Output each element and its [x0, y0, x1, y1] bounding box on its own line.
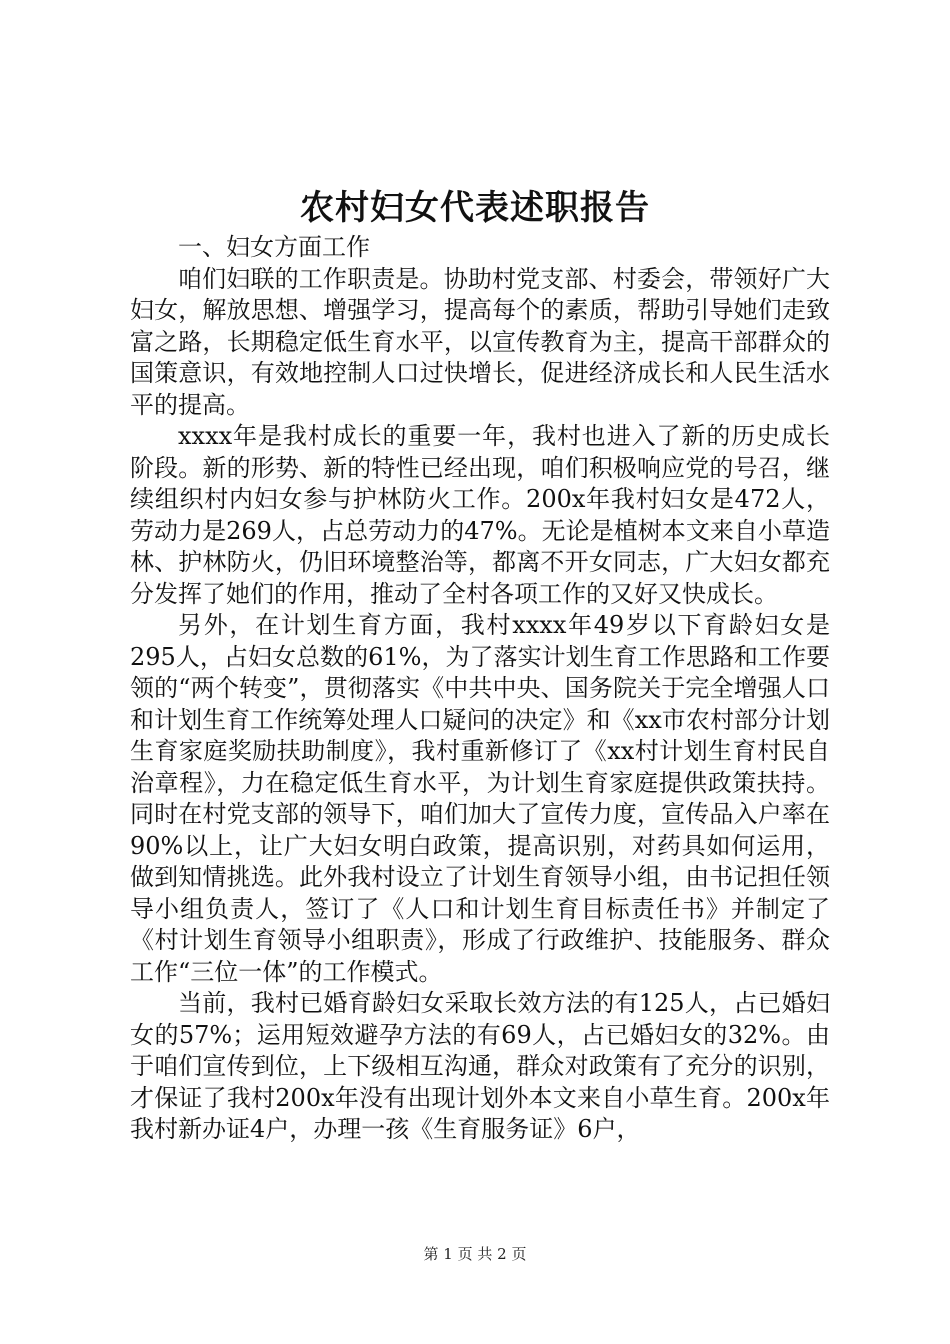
paragraph-2: xxxx年是我村成长的重要一年，我村也进入了新的历史成长阶段。新的形势、新的特性已经出现，咱们积极响应党的号召，继续组织村内妇女参与护林防火工作。200x年我村妇女是472人，劳动力是269人，占总劳动力的47%。无论是植树本文来自小草造林、护林防火，仍旧环境整治等，都离不开女同志，广大妇女都充分发挥了她们的作用，推动了全村各项工作的又好又快成长。 [130, 422, 830, 608]
paragraph-3: 另外，在计划生育方面，我村xxxx年49岁以下育龄妇女是295人，占妇女总数的61%，为了落实计划生育工作思路和工作要领的“两个转变”，贯彻落实《中共中央、国务院关于完全增强人口和计划生育工作统筹处理人口疑问的决定》和《xx市农村部分计划生育家庭奖励扶助制度》，我村重新修订了《xx村计划生育村民自治章程》，力在稳定低生育水平，为计划生育家庭提供政策扶持。同时在村党支部的领导下，咱们加大了宣传力度，宣传品入户率在90%以上，让广大妇女明白政策，提高识别，对药具如何运用，做到知情挑选。此外我村设立了计划生育领导小组，由书记担任领导小组负责人，签订了《人口和计划生育目标责任书》并制定了《村计划生育领导小组职责》，形成了行政维护、技能服务、群众工作“三位一体”的工作模式。 [130, 611, 830, 986]
document-body [130, 232, 830, 1146]
section-heading: 一、妇女方面工作 [178, 233, 370, 261]
paragraph-4: 当前，我村已婚育龄妇女采取长效方法的有125人，占已婚妇女的57%；运用短效避孕方法的有69人，占已婚妇女的32%。由于咱们宣传到位，上下级相互沟通，群众对政策有了充分的识别，才保证了我村200x年没有出现计划外本文来自小草生育。200x年我村新办证4户，办理一孩《生育服务证》6户， [130, 989, 830, 1143]
page-footer: 第 1 页 共 2 页 [423, 1245, 527, 1263]
paragraph-1: 咱们妇联的工作职责是。协助村党支部、村委会，带领好广大妇女，解放思想、增强学习，提高每个的素质，帮助引导她们走致富之路，长期稳定低生育水平，以宣传教育为主，提高干部群众的国策意识，有效地控制人口过快增长，促进经济成长和人民生活水平的提高。 [130, 264, 830, 419]
document-title: 农村妇女代表述职报告 [300, 188, 650, 228]
